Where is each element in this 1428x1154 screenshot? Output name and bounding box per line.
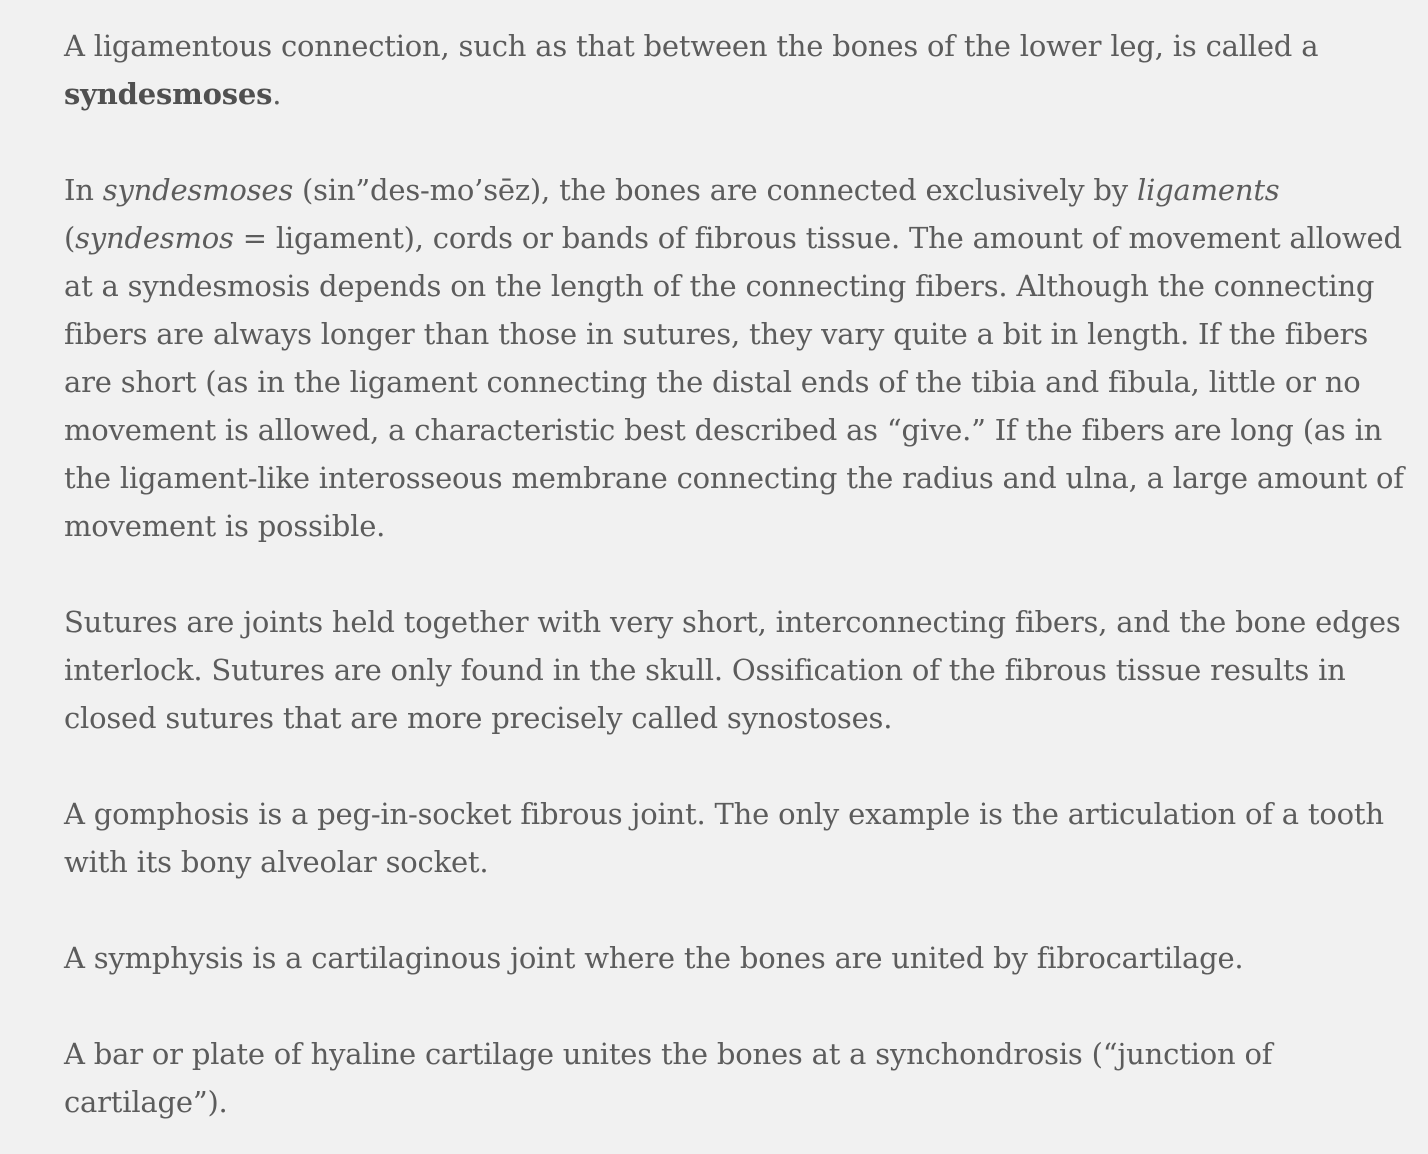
term-ligaments: ligaments [1137, 173, 1280, 207]
paragraph-synchondrosis: A bar or plate of hyaline cartilage unites the bones at a synchondrosis (“junction of cartilage”). [64, 1037, 1273, 1119]
term-syndesmoses: syndesmoses [64, 77, 273, 111]
paragraph-gomphosis: A gomphosis is a peg-in-socket fibrous joint. The only example is the articulation of a tooth with its bony alveolar socket. [64, 797, 1384, 879]
article-body [64, 22, 1404, 1126]
paragraph-syndesmoses-detail [64, 166, 1404, 550]
text-segment: In [64, 173, 103, 207]
text-segment: ( [64, 221, 76, 255]
paragraph-symphysis: A symphysis is a cartilaginous joint where the bones are united by fibrocartilage. [64, 941, 1244, 975]
text-segment: . [272, 77, 282, 111]
term-syndesmos: syndesmos [75, 221, 234, 255]
text-segment: (sin”des-mo’sēz), the bones are connected exclusively by [293, 173, 1137, 207]
paragraph-sutures: Sutures are joints held together with very short, interconnecting fibers, and the bone edges interlock. Sutures are only found in the skull. Ossification of the fibrous tissue results in closed sutures that are more precisely called synostoses. [64, 605, 1401, 735]
paragraph-syndesmoses-intro [64, 22, 1404, 118]
text-segment: A ligamentous connection, such as that between the bones of the lower leg, is called a [64, 29, 1319, 63]
term-syndesmoses-italic: syndesmoses [102, 173, 294, 207]
text-segment: = ligament), cords or bands of fibrous tissue. The amount of movement allowed at a syndesmosis depends on the length of the connecting fibers. Although the connecting fibers are always longer than those in sutures, they vary quite a bit in length. If the fibers are short (as in the ligament connecting the distal ends of the tibia and fibula, little or no movement is allowed, a characteristic best described as “give.” If the fibers are long (as in the ligament-like interosseous membrane connecting the radius and ulna, a large amount of movement is possible. [64, 221, 1404, 543]
